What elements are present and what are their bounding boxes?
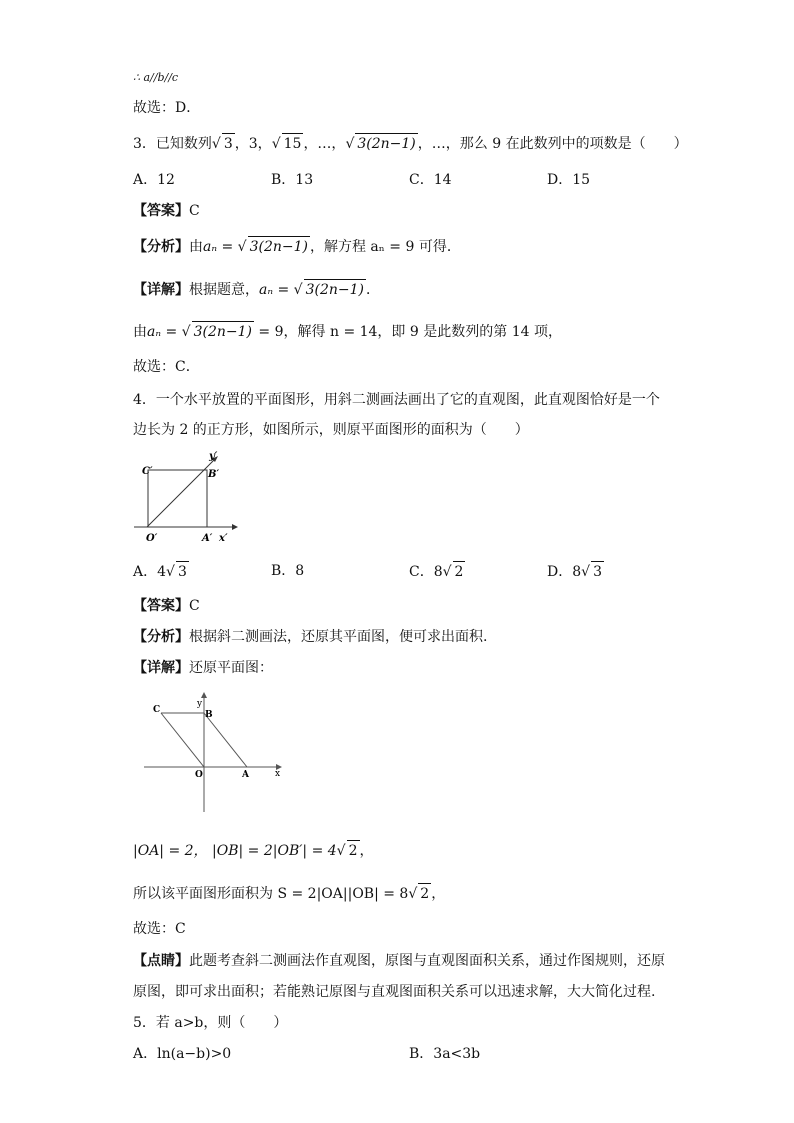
q4-detail: 【详解】还原平面图： — [133, 660, 273, 676]
segment-co — [161, 713, 204, 767]
label-o: O — [195, 770, 203, 780]
q5-option-a: A．ln(a−b)>0 — [133, 1046, 232, 1062]
label-a: A′ — [202, 533, 213, 544]
y-axis-line — [147, 458, 216, 527]
square-outline — [148, 470, 207, 527]
q4-stem-line1: 4．一个水平放置的平面图形，用斜二测画法画出了它的直观图，此直观图恰好是一个 — [133, 392, 660, 408]
label-a: A — [242, 770, 249, 780]
q4-oblique-figure — [130, 448, 240, 546]
q3-analysis: 【分析】由aₙ = √ 3(2n−1) ，解方程 aₙ = 9 可得． — [133, 236, 461, 257]
q4-equation-2: 所以该平面图形面积为 S = 2|OA||OB| = 8√ 2 ， — [133, 883, 445, 904]
q4-option-a: A．4√ 3 — [133, 561, 189, 582]
label-c: C′ — [142, 466, 153, 477]
q4-option-d: D．8√ 3 — [547, 561, 604, 582]
q4-restored-figure — [140, 690, 288, 818]
y-axis-arrow-icon — [201, 692, 207, 698]
label-x: x′ — [219, 533, 228, 544]
q3-option-c: C．14 — [409, 172, 452, 188]
q4-analysis: 【分析】根据斜二测画法，还原其平面图，便可求出面积. — [133, 629, 488, 645]
label-o: O′ — [146, 533, 158, 544]
x-axis-arrow-icon — [232, 524, 238, 530]
q3-option-a: A．12 — [133, 172, 175, 188]
label-x: x — [275, 769, 281, 779]
q3-answer: 【答案】C — [133, 203, 200, 219]
label-y: y — [197, 699, 203, 709]
q4-equation-1: |OA| = 2， |OB| = 2|OB′| = 4√ 2 ， — [133, 840, 374, 861]
q3-option-b: B．13 — [271, 172, 314, 188]
q4-comment-line1: 【点睛】此题考查斜二测画法作直观图，原图与直观图面积关系，通过作图规则，还原 — [133, 953, 665, 969]
q3-choice: 故选：C． — [133, 359, 200, 375]
q3-detail: 【详解】根据题意，aₙ = √ 3(2n−1) ． — [133, 279, 380, 300]
q4-option-b: B．8 — [271, 563, 305, 579]
q4-comment-line2: 原图，即可求出面积；若能熟记原图与直观图面积关系可以迅速求解，大大简化过程. — [133, 984, 656, 1000]
q3-stem: 3．已知数列√ 3 ，3，√ 15 ，…，√ 3(2n−1) ，…，那么 9 在此数列中的项数是（ ） — [133, 133, 688, 154]
previous-conclusion: ∴ a//b//c — [133, 71, 179, 84]
q3-option-d: D．15 — [547, 172, 591, 188]
q4-option-c: C．8√ 2 — [409, 561, 465, 582]
label-b: B′ — [208, 469, 220, 480]
label-y: y′ — [209, 451, 218, 462]
q5-stem: 5．若 a>b，则（ ） — [133, 1015, 288, 1031]
q2-choice: 故选：D． — [133, 100, 201, 116]
label-c: C — [153, 705, 161, 715]
q4-stem-line2: 边长为 2 的正方形，如图所示，则原平面图形的面积为（ ） — [133, 422, 529, 438]
q3-solution-line: 由aₙ = √ 3(2n−1) = 9，解得 n = 14，即 9 是此数列的第 14 项， — [133, 321, 562, 342]
q5-option-b: B．3a<3b — [409, 1046, 481, 1062]
q4-choice: 故选：C — [133, 921, 186, 937]
label-b: B — [205, 710, 213, 720]
segment-ba — [204, 713, 247, 767]
q4-answer: 【答案】C — [133, 598, 200, 614]
